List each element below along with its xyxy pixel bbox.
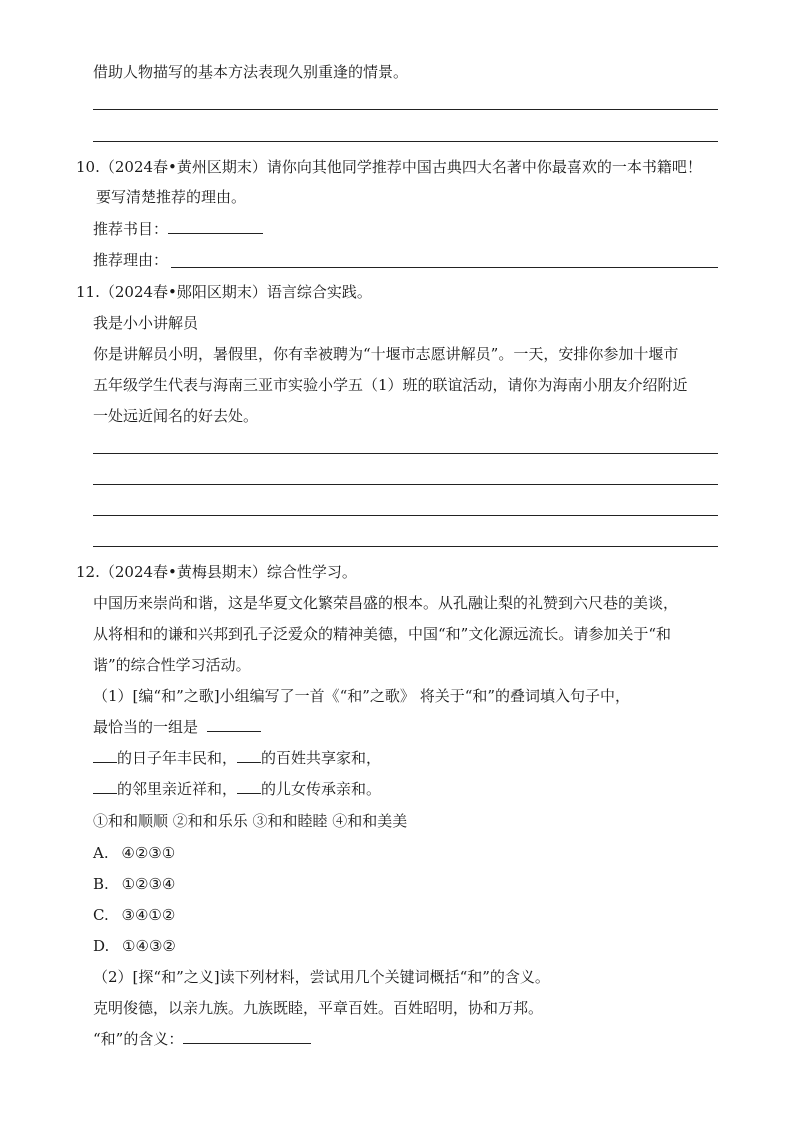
q12-stem: 12.（2024春•黄梅县期末）综合性学习。 (76, 563, 357, 581)
q12-song-blank-1[interactable] (93, 748, 117, 763)
q12-choice-d[interactable] (93, 936, 176, 956)
q12-choice-a[interactable] (93, 843, 175, 863)
q11-subtitle: 我是小小讲解员 (93, 314, 199, 332)
choice-letter: D. (93, 937, 110, 955)
q11-para-line2: 五年级学生代表与海南三亚市实验小学五（1）班的联谊活动，请你为海南小朋友介绍附近 (93, 376, 688, 394)
choice-letter: A. (93, 844, 109, 862)
q12-song-text-4: 的儿女传承亲和。 (261, 780, 382, 798)
q12-song-text-3: 的邻里亲近祥和， (117, 780, 238, 798)
q12-song-line2 (93, 779, 381, 799)
q12-song-line1 (93, 748, 381, 768)
q11-stem: 11.（2024春•郧阳区期末）语言综合实践。 (76, 283, 372, 301)
q12-song-blank-2[interactable] (237, 748, 261, 763)
q9-answer-line-2[interactable] (93, 141, 718, 142)
q10-book-row (93, 219, 263, 239)
q11-answer-line-2[interactable] (93, 484, 718, 485)
q12-material: 克明俊德，以亲九族。九族既睦，平章百姓。百姓昭明，协和万邦。 (93, 999, 544, 1017)
choice-text: ③④①② (121, 906, 176, 924)
q12-song-blank-3[interactable] (93, 779, 117, 794)
q12-meaning-row (93, 1029, 311, 1049)
q12-meaning-blank[interactable] (183, 1029, 311, 1044)
q10-reason-label: 推荐理由： (93, 251, 169, 269)
choice-text: ④②③① (121, 844, 176, 862)
q12-intro-line2: 从将相和的谦和兴邦到孔子泛爱众的精神美德，中国“和”文化源远流长。请参加关于“和 (93, 625, 672, 643)
q11-answer-line-4[interactable] (93, 546, 718, 547)
q12-intro-line3: 谐”的综合性学习活动。 (93, 656, 251, 674)
q11-answer-line-1[interactable] (93, 453, 718, 454)
q10-book-blank[interactable] (168, 219, 263, 234)
q10-book-label: 推荐书目： (93, 220, 169, 238)
q10-stem-line2: 要写清楚推荐的理由。 (96, 188, 247, 206)
q10-stem-line1: 10.（2024春•黄州区期末）请你向其他同学推荐中国古典四大名著中你最喜欢的一本书籍吧！ (76, 158, 702, 176)
q12-intro-line1: 中国历来崇尚和谐，这是华夏文化繁荣昌盛的根本。从孔融让梨的礼赞到六尺巷的美谈， (93, 594, 679, 612)
q12-part1-line2: 最恰当的一组是 (93, 718, 199, 736)
q11-answer-line-3[interactable] (93, 515, 718, 516)
q12-part1-line2-row (93, 717, 261, 737)
q12-song-text-1: 的日子年丰民和， (117, 749, 238, 767)
q11-para-line3: 一处远近闻名的好去处。 (93, 407, 259, 425)
q10-reason-blank[interactable] (171, 267, 718, 268)
q12-part1-answer-blank[interactable] (207, 717, 261, 732)
q12-meaning-label: “和”的含义： (93, 1030, 184, 1048)
q12-song-blank-4[interactable] (237, 779, 261, 794)
choice-text: ①②③④ (121, 875, 176, 893)
q12-song-text-2: 的百姓共享家和， (261, 749, 382, 767)
q12-choice-b[interactable] (93, 874, 175, 894)
q12-choice-c[interactable] (93, 905, 175, 925)
q9-answer-line-1[interactable] (93, 109, 718, 110)
q12-part2: （2）[探“和”之义]读下列材料，尝试用几个关键词概括“和”的含义。 (93, 968, 550, 986)
q12-part1-line1: （1）[编“和”之歌]小组编写了一首《“和”之歌》 将关于“和”的叠词填入句子中， (93, 687, 631, 705)
q9-tail-text: 借助人物描写的基本方法表现久别重逢的情景。 (93, 63, 409, 81)
choice-text: ①④③② (122, 937, 176, 955)
q11-para-line1: 你是讲解员小明，暑假里，你有幸被聘为“十堰市志愿讲解员”。一天，安排你参加十堰市 (93, 345, 679, 363)
choice-letter: C. (93, 906, 109, 924)
choice-letter: B. (93, 875, 109, 893)
q12-options-line: ①和和顺顺 ②和和乐乐 ③和和睦睦 ④和和美美 (93, 812, 408, 830)
